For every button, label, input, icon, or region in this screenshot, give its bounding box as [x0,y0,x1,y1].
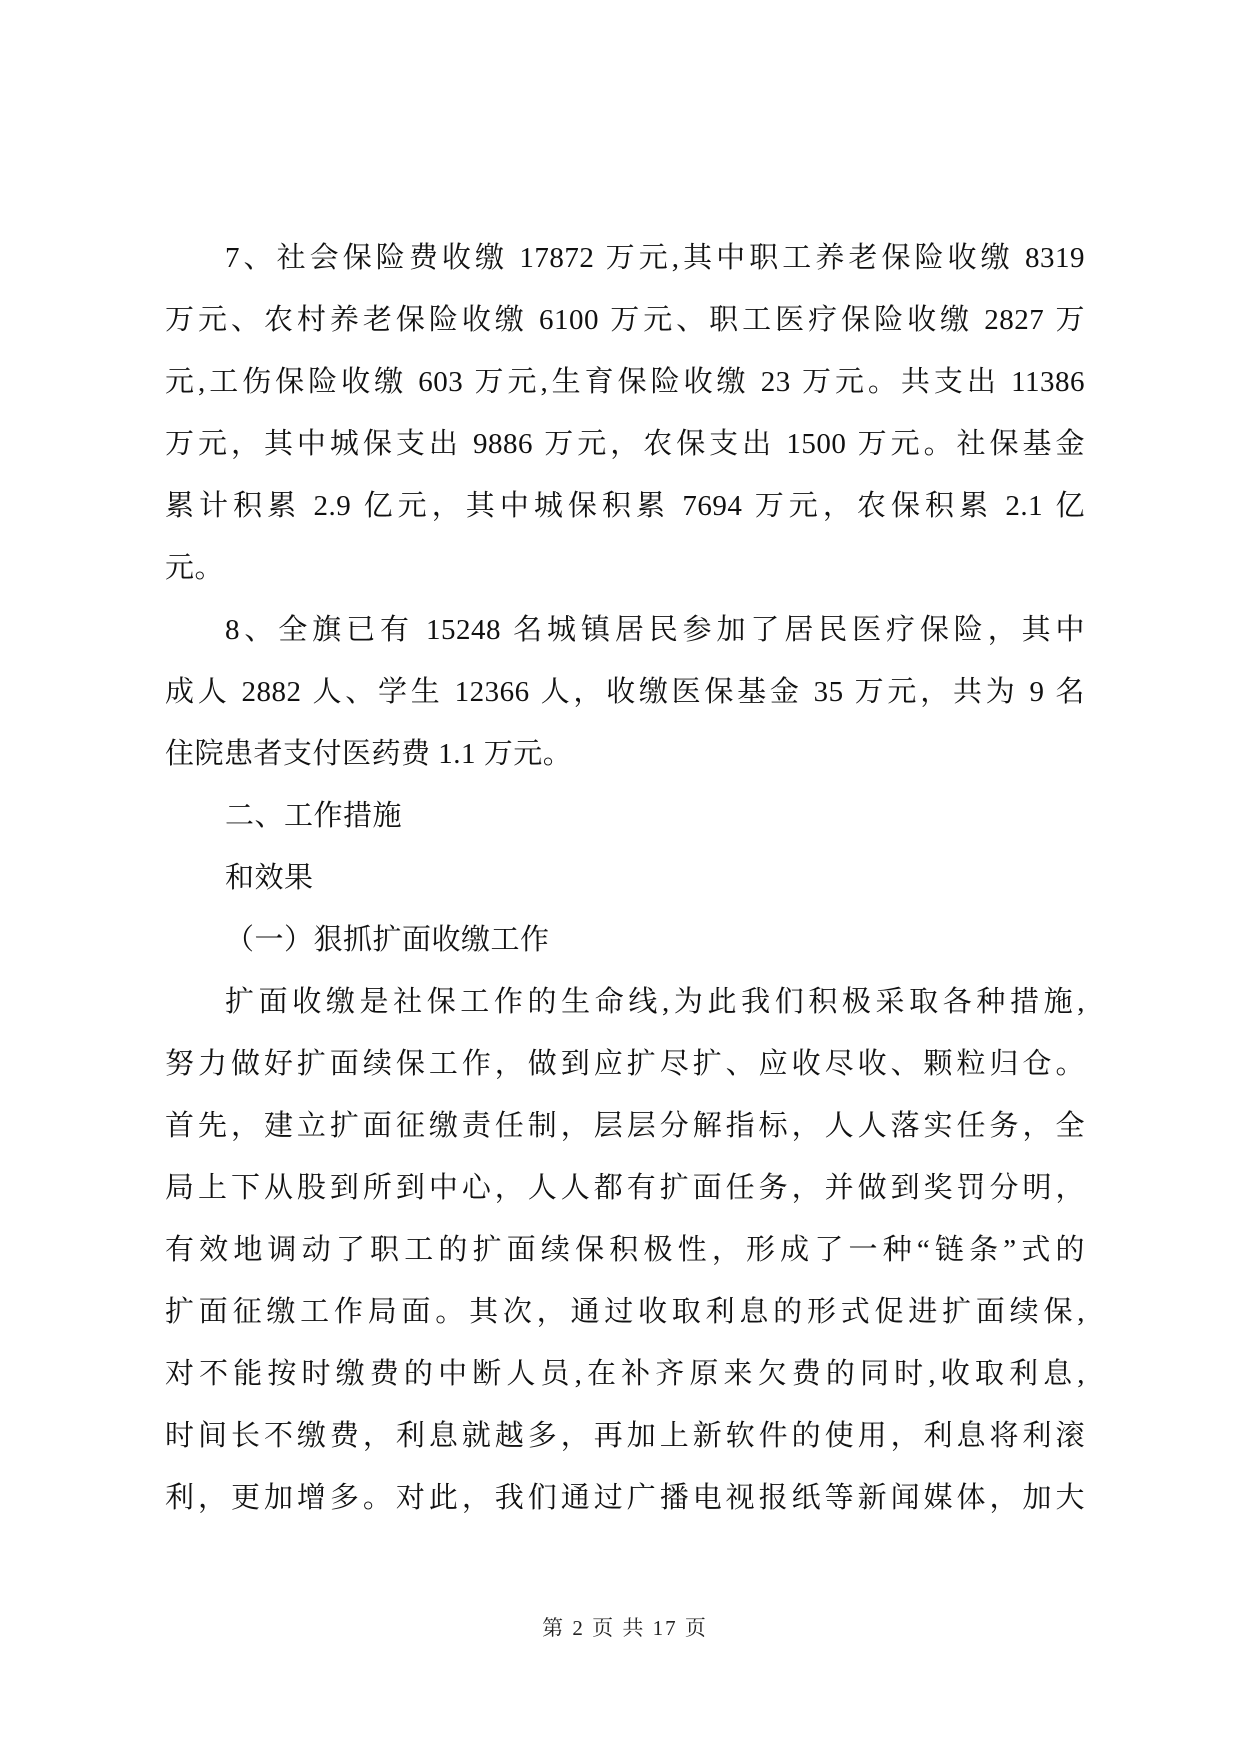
text-line: 局上下从股到所到中心，人人都有扩面任务，并做到奖罚分明， [165,1172,1085,1204]
text-line: 扩面收缴是社保工作的生命线,为此我们积极采取各种措施, [225,986,1085,1018]
section-heading-line: 和效果 [225,862,314,894]
text-line: 7、社会保险费收缴 17872 万元,其中职工养老保险收缴 8319 [225,242,1085,274]
text-line: 8、全旗已有 15248 名城镇居民参加了居民医疗保险，其中 [225,614,1085,646]
page-number-text: 第 2 页 共 17 页 [542,1616,708,1640]
section-heading-line: 二、工作措施 [225,800,403,832]
text-line: 成人 2882 人、学生 12366 人，收缴医保基金 35 万元，共为 9 名 [165,676,1085,708]
text-line: 扩面征缴工作局面。其次，通过收取利息的形式促进扩面续保, [165,1296,1085,1328]
text-line: 元,工伤保险收缴 603 万元,生育保险收缴 23 万元。共支出 11386 [165,366,1085,398]
text-line: 努力做好扩面续保工作，做到应扩尽扩、应收尽收、颗粒归仓。 [165,1048,1085,1080]
text-line: 万元，其中城保支出 9886 万元，农保支出 1500 万元。社保基金 [165,428,1085,460]
text-line: 对不能按时缴费的中断人员,在补齐原来欠费的同时,收取利息, [165,1358,1085,1390]
text-line: 万元、农村养老保险收缴 6100 万元、职工医疗保险收缴 2827 万 [165,304,1085,336]
text-line: 利，更加增多。对此，我们通过广播电视报纸等新闻媒体，加大 [165,1482,1085,1514]
subsection-heading-line: （一）狠抓扩面收缴工作 [225,924,550,956]
document-body [165,227,1085,1529]
text-line: 住院患者支付医药费 1.1 万元。 [165,738,573,770]
text-line: 元。 [165,552,225,584]
text-line: 累计积累 2.9 亿元，其中城保积累 7694 万元，农保积累 2.1 亿 [165,490,1085,522]
text-line: 时间长不缴费，利息就越多，再加上新软件的使用，利息将利滚 [165,1420,1085,1452]
text-line: 有效地调动了职工的扩面续保积极性，形成了一种“链条”式的 [165,1234,1085,1266]
text-line: 首先，建立扩面征缴责任制，层层分解指标，人人落实任务，全 [165,1110,1085,1142]
page-footer [165,1612,1085,1644]
